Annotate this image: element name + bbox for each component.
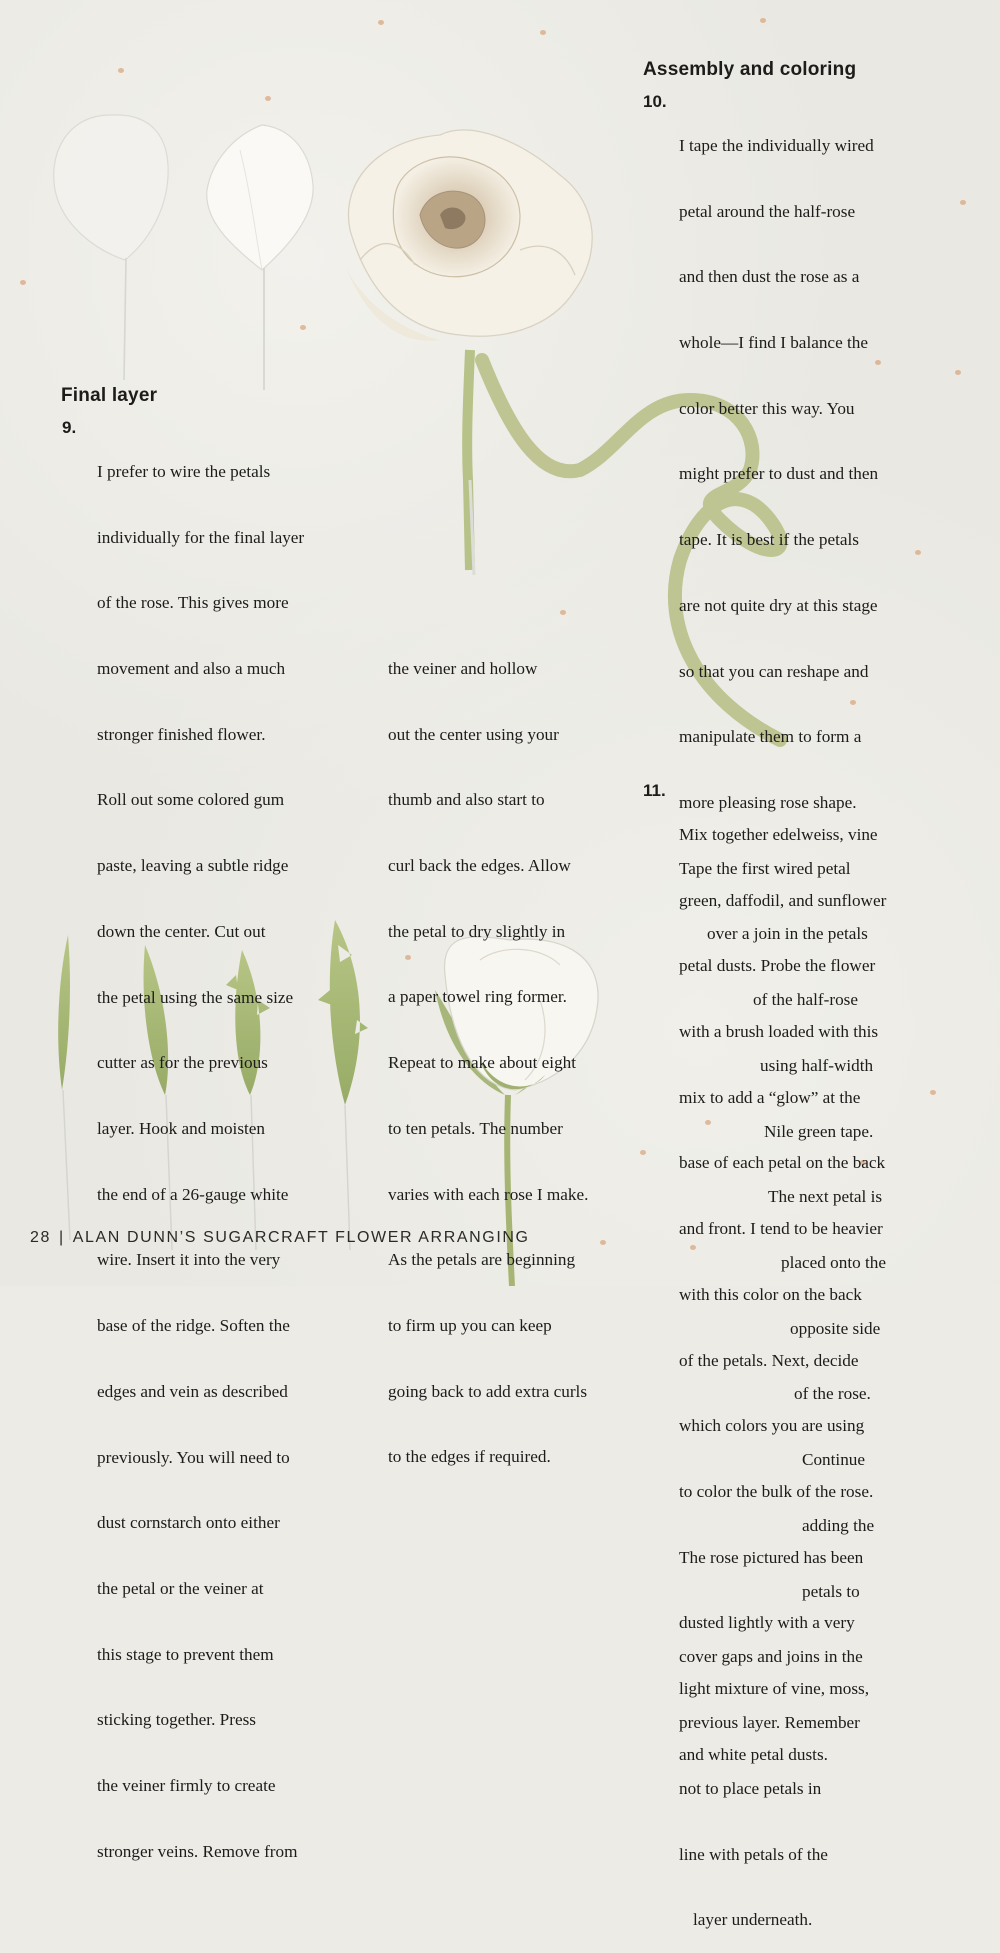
text-line: of the petals. Next, decide: [679, 1350, 859, 1370]
step-10-number: 10.: [643, 92, 667, 111]
final-layer-heading: Final layer: [61, 385, 158, 406]
text-line: more pleasing rose shape.: [679, 793, 857, 812]
full-rose-stem: [467, 350, 470, 570]
footer-separator: |: [59, 1229, 65, 1246]
text-line: edges and vein as described: [97, 1381, 288, 1401]
text-line: petal dusts. Probe the flower: [679, 956, 876, 976]
text-line: going back to add extra curls: [388, 1381, 588, 1401]
text-line: the petal to dry slightly in: [388, 921, 566, 941]
open-rose: [345, 130, 592, 341]
text-line: layer. Hook and moisten: [97, 1119, 266, 1138]
text-line: are not quite dry at this stage: [679, 595, 878, 615]
text-line: the end of a 26-gauge white: [97, 1184, 289, 1204]
text-line: this stage to prevent them: [97, 1644, 274, 1664]
text-line: Nile green tape.: [764, 1121, 874, 1141]
step-9-number: 9.: [62, 418, 77, 437]
text-line: the petal using the same size: [97, 987, 294, 1007]
text-line: varies with each rose I make.: [388, 1184, 589, 1204]
text-line: I tape the individually wired: [679, 135, 874, 155]
text-line: over a join in the petals: [707, 924, 868, 944]
text-line: Roll out some colored gum: [97, 790, 285, 810]
text-line: to the edges if required.: [388, 1447, 551, 1467]
text-line: base of each petal on the back: [679, 1153, 886, 1173]
text-line: down the center. Cut out: [97, 921, 266, 941]
text-line: not to place petals in: [679, 1778, 822, 1798]
translucent-petal-wired: [54, 115, 168, 380]
text-line: whole—I find I balance the: [679, 332, 868, 352]
text-line: cover gaps and joins in the: [679, 1647, 863, 1667]
text-line: might prefer to dust and then: [679, 464, 879, 484]
text-line: Mix together edelweiss, vine: [679, 824, 878, 844]
text-line: curl back the edges. Allow: [388, 855, 571, 875]
sepal-4: [318, 920, 368, 1250]
sepal-1: [58, 935, 70, 1240]
text-line: movement and also a much: [97, 658, 286, 678]
text-line: of the rose. This gives more: [97, 593, 289, 613]
text-line: and white petal dusts.: [679, 1744, 828, 1764]
text-line: petals to: [802, 1581, 860, 1601]
book-title: ALAN DUNN’S SUGARCRAFT FLOWER ARRANGING: [72, 1229, 530, 1246]
text-line: of the half-rose: [753, 990, 858, 1010]
step-9-column-1: [97, 417, 304, 1885]
text-line: stronger veins. Remove from: [97, 1841, 298, 1861]
text-line: dust cornstarch onto either: [97, 1513, 280, 1533]
text-line: tape. It is best if the petals: [679, 530, 859, 550]
assembly-heading: Assembly and coloring: [643, 59, 857, 80]
page-footer: [30, 1229, 530, 1247]
white-petal-wired: [207, 125, 313, 390]
page-number: 28: [30, 1229, 51, 1246]
text-line: manipulate them to form a: [679, 727, 862, 747]
text-line: The next petal is: [768, 1187, 883, 1207]
text-line: the veiner and hollow: [388, 658, 538, 678]
text-line: line with petals of the: [679, 1844, 828, 1864]
text-line: placed onto the: [781, 1253, 886, 1273]
step-11-text: [679, 780, 886, 1788]
text-line: with this color on the back: [679, 1284, 862, 1304]
text-line: stronger finished flower.: [97, 724, 266, 744]
text-line: The rose pictured has been: [679, 1547, 864, 1567]
text-line: of the rose.: [794, 1384, 871, 1404]
text-line: and front. I tend to be heavier: [679, 1219, 883, 1239]
text-line: I prefer to wire the petals: [97, 461, 271, 481]
text-line: Repeat to make about eight: [388, 1053, 577, 1073]
text-line: a paper towel ring former.: [388, 987, 567, 1007]
text-line: green, daffodil, and sunflower: [679, 890, 887, 910]
text-line: to color the bulk of the rose.: [679, 1482, 874, 1501]
text-line: to ten petals. The number: [388, 1118, 563, 1138]
text-line: paste, leaving a subtle ridge: [97, 856, 289, 876]
text-line: Tape the first wired petal: [679, 858, 851, 878]
text-line: Continue: [802, 1450, 866, 1470]
text-line: previous layer. Remember: [679, 1713, 860, 1733]
text-line: layer underneath.: [693, 1910, 813, 1930]
text-line: thumb and also start to: [388, 790, 545, 810]
text-line: dusted lightly with a very: [679, 1613, 855, 1633]
text-line: out the center using your: [388, 724, 559, 744]
text-line: mix to add a “glow” at the: [679, 1087, 861, 1107]
text-line: using half-width: [760, 1055, 874, 1075]
step-9-column-2: [388, 614, 588, 1490]
text-line: As the petals are beginning: [388, 1250, 576, 1270]
text-line: individually for the final layer: [97, 527, 305, 547]
text-line: the veiner firmly to create: [97, 1776, 276, 1796]
text-line: petal around the half-rose: [679, 201, 856, 221]
step-11-number: 11.: [643, 781, 666, 800]
text-line: cutter as for the previous: [97, 1053, 268, 1073]
text-line: and then dust the rose as a: [679, 267, 860, 287]
text-line: with a brush loaded with this: [679, 1021, 879, 1041]
text-line: sticking together. Press: [97, 1710, 256, 1730]
text-line: previously. You will need to: [97, 1447, 290, 1467]
text-line: base of the ridge. Soften the: [97, 1316, 290, 1336]
text-line: which colors you are using: [679, 1416, 865, 1436]
text-line: opposite side: [790, 1318, 881, 1338]
text-line: so that you can reshape and: [679, 661, 869, 681]
text-line: the petal or the veiner at: [97, 1579, 264, 1599]
text-line: light mixture of vine, moss,: [679, 1679, 870, 1699]
text-line: wire. Insert it into the very: [97, 1250, 281, 1270]
text-line: to firm up you can keep: [388, 1316, 552, 1335]
text-line: adding the: [802, 1515, 875, 1535]
text-line: color better this way. You: [679, 398, 855, 418]
